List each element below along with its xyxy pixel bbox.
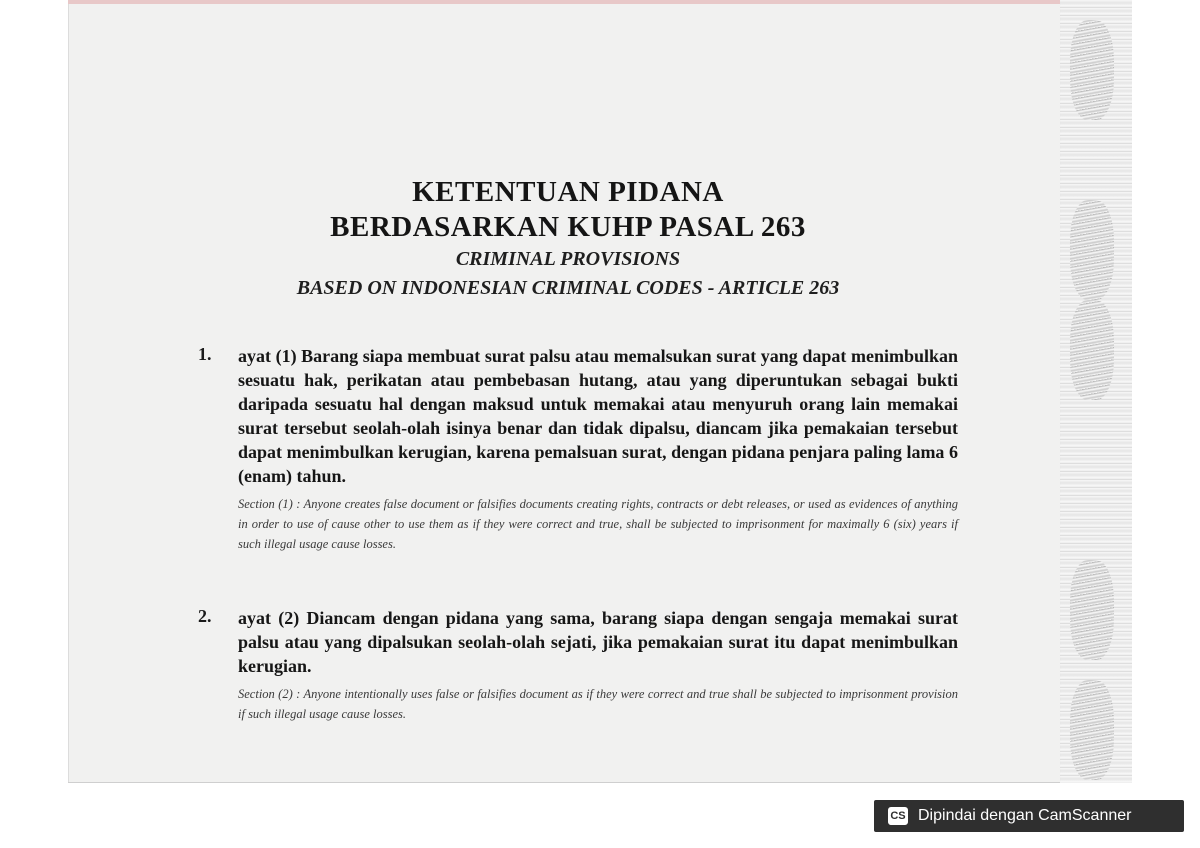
watermark-text: Dipindai dengan CamScanner [918,807,1132,824]
item-text: ayat (1) Barang siapa membuat surat palsu atau memalsukan surat yang dapat menimbulkan sesuatu hak, perikatan atau pembebasan hutang, atau yang diperuntukan sebagai bukti daripada sesuatu hal dengan maksud untuk memakai atau menyuruh orang lain memakai surat tersebut seolah-olah isinya benar dan tidak dipalsu, diancam jika pemakaian tersebut dapat menimbulkan kerugian, karena pemalsuan surat, dengan pidana penjara paling lama 6 (enam) tahun. [238,346,958,486]
provision-item [198,344,958,554]
binding-shadow [1070,300,1114,400]
camscanner-watermark [874,800,1184,832]
camscanner-logo-icon: CS [888,807,908,825]
binding-shadow [1070,680,1114,780]
scan-binding-edge [1060,0,1132,783]
item-text: ayat (2) Diancam dengan pidana yang sama, barang siapa dengan sengaja memakai surat palsu atau yang dipalsukan seolah-olah sejati, jika pemakaian surat itu dapat menimbulkan kerugian. [238,608,958,676]
item-number: 1. [198,344,212,364]
provision-item [198,606,958,724]
document-subtitle: CRIMINAL PROVISIONS [455,248,681,270]
binding-shadow [1070,200,1114,300]
item-translation: Section (2) : Anyone intentionally uses false or falsifies document as if they were correct and true shall be subjected to imprisonment provision if such illegal usage cause losses. [238,687,958,721]
scan-top-edge [68,0,1060,4]
item-translation: Section (1) : Anyone creates false document or falsifies documents creating rights, contracts or debt releases, or used as evidences of anything in order to use of cause other to use them as if they were correct and true, shall be subjected to imprisonment for maximally 6 (six) years if such illegal usage cause losses. [238,497,958,551]
binding-shadow [1070,560,1114,660]
binding-shadow [1070,20,1114,120]
scan-bottom-edge [68,782,1060,783]
document-title: KETENTUAN PIDANA [412,176,724,208]
document-subtitle-line2: BASED ON INDONESIAN CRIMINAL CODES - ARTICLE 263 [296,277,840,299]
document-title-line2: BERDASARKAN KUHP PASAL 263 [330,211,806,243]
item-number: 2. [198,606,212,626]
